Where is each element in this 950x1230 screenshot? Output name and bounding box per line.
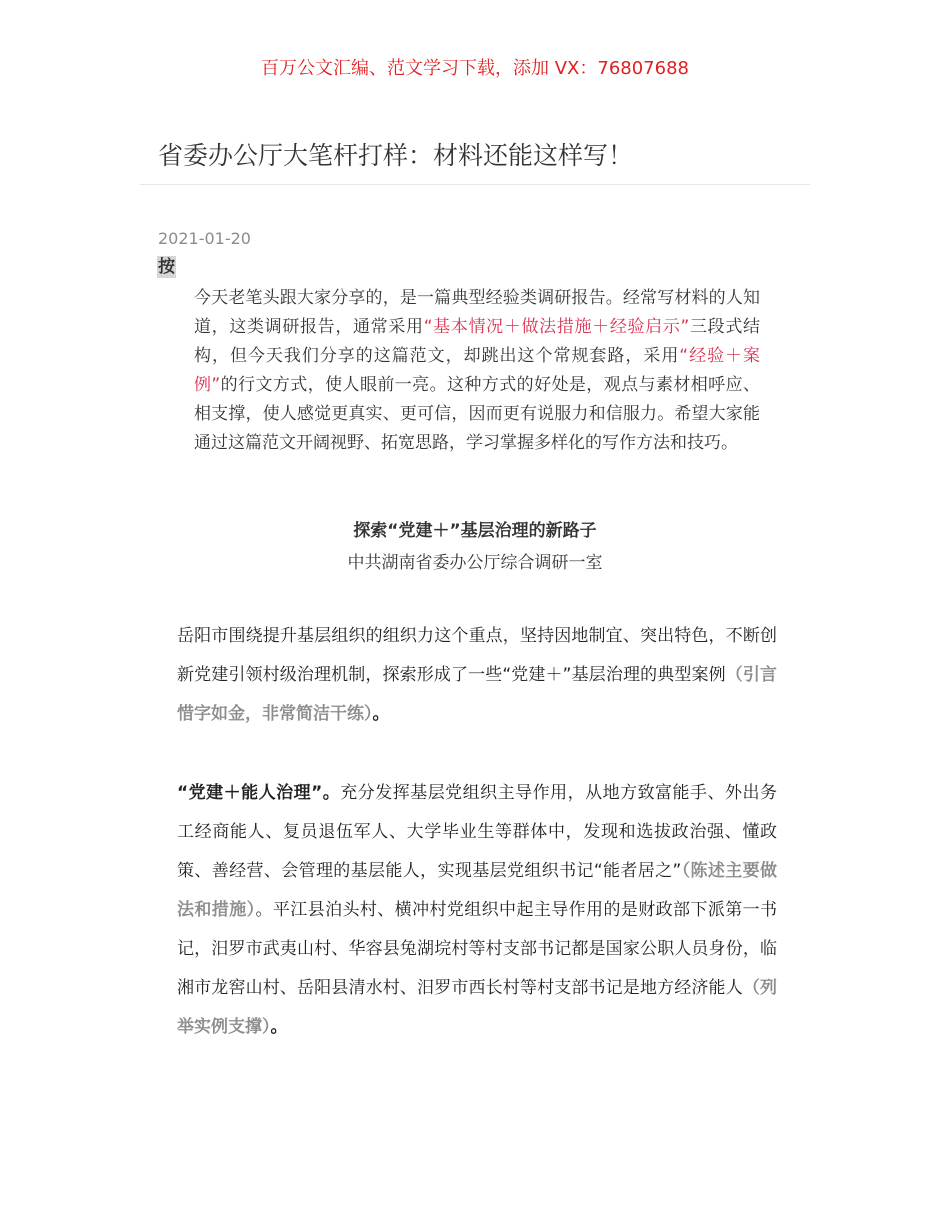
- publish-date: 2021-01-20: [158, 229, 251, 248]
- page-title: 省委办公厅大笔杆打样：材料还能这样写！: [158, 141, 634, 170]
- annotation-comment: （陈述主要做法和措施）: [177, 861, 777, 920]
- intro-highlight-structure: “基本情况＋做法措施＋经验启示”: [423, 317, 690, 337]
- paragraph-end: 。: [270, 1017, 288, 1037]
- editor-note-text: [194, 284, 760, 458]
- report-author: 中共湖南省委办公厅综合调研一室: [347, 553, 603, 573]
- section-lead-heading: “党建＋能人治理”。: [177, 783, 341, 803]
- intro-text-1: 今天老笔头跟大家分享的，是一篇典型经验类调研报告。经常写材料的人知道，这类调研报告，通常采用: [194, 288, 760, 337]
- body-paragraph-talent-governance: [177, 774, 777, 1047]
- intro-text-3: 的行文方式，使人眼前一亮。这种方式的好处是，观点与素材相呼应、相支撑，使人感觉更真实、更可信，因而更有说服力和信服力。希望大家能通过这篇范文开阔视野、拓宽思路，学习掌握多样化的写作方法和技巧。: [194, 375, 761, 453]
- intro-highlight-approach: “经验＋案例”: [194, 346, 760, 395]
- body-paragraph-intro: [177, 617, 777, 734]
- paragraph-text-examples: 。平江县泊头村、横冲村党组织中起主导作用的是财政部下派第一书记，汨罗市武夷山村、华容县兔湖垸村等村支部书记都是国家公职人员身份，临湘市龙窖山村、岳阳县清水村、汨罗市西长村等村支部书记是地方经济能人: [177, 900, 778, 998]
- editor-note-label: 按: [158, 257, 175, 277]
- paragraph-text: 充分发挥基层党组织主导作用，从地方致富能手、外出务工经商能人、复员退伍军人、大学毕业生等群体中，发现和选拔政治强、懂政策、善经营、会管理的基层能人，实现基层党组织书记“能者居之”: [177, 783, 777, 881]
- intro-text-2: 三段式结构，但今天我们分享的这篇范文，却跳出这个常规套路，采用: [194, 317, 760, 366]
- annotation-comment: （列举实例支撑）: [177, 978, 778, 1037]
- paragraph-end: 。: [372, 704, 390, 724]
- paragraph-text: 岳阳市围绕提升基层组织的组织力这个重点，坚持因地制宜、突出特色，不断创新党建引领村级治理机制，探索形成了一些“党建＋”基层治理的典型案例: [177, 626, 777, 685]
- promo-banner: 百万公文汇编、范文学习下载，添加 VX：76807688: [261, 58, 689, 79]
- title-divider: [140, 184, 810, 185]
- report-title: 探索“党建＋”基层治理的新路子: [353, 521, 597, 541]
- annotation-comment: （引言惜字如金，非常简洁干练）: [177, 665, 777, 724]
